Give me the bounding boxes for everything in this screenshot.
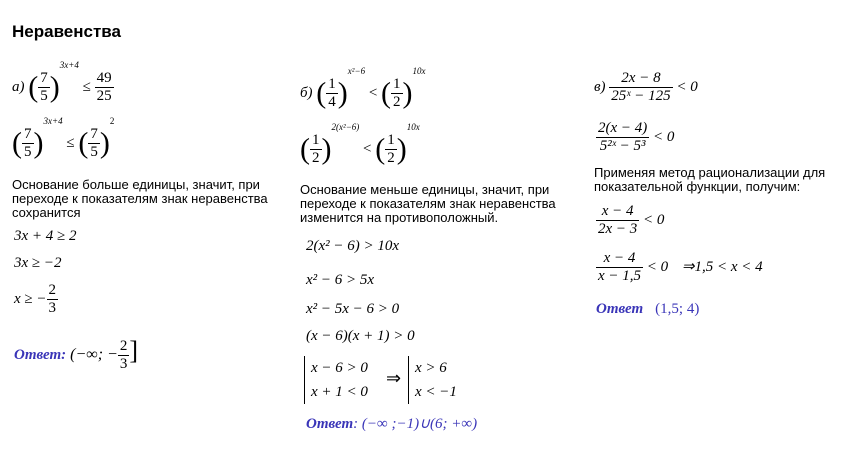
system-right: x > 6 x < −1 xyxy=(408,356,457,404)
problem-a-label: а) xyxy=(12,78,25,95)
problem-a-line3: x ≥ − $\frac{2}{3}$ xyxy=(14,282,57,316)
problem-b-line3: x² − 5x − 6 > 0 xyxy=(306,301,400,317)
answer-value: : (−∞ ;−1)∪(6; +∞) xyxy=(353,416,478,432)
problem-c-label: в) xyxy=(594,78,606,95)
problem-a-note: Основание больше единицы, значит, при переходе к показателям знак неравенства сохранится xyxy=(12,177,268,220)
answer-label: Ответ xyxy=(306,416,354,432)
answer-label: Ответ xyxy=(596,301,644,317)
problem-b-line4: (x − 6)(x + 1) > 0 xyxy=(306,328,415,344)
problem-c-step2: $\frac{x - 4}{2x - 3}$ < 0 xyxy=(598,203,665,237)
problem-b-step1: ( $\frac{1}{2}$ )$^{2(x^2-6)}$ < ( $\frac{1}{2}$ )$^{10x}$ xyxy=(300,122,420,166)
problem-c-note: Применяя метод рационализации для показательной функции, получим: xyxy=(594,165,826,194)
answer-value: (1,5; 4) xyxy=(655,301,700,317)
problem-c-step3: $\frac{x - 4}{x - 1,5}$ < 0 ⇒1,5 < x < 4 xyxy=(598,250,763,284)
problem-b-line1: 2(x² − 6) > 10x xyxy=(306,238,400,254)
problem-a-step1: ( $\frac{7}{5}$ )$^{3x+4}$ ≤ ( $\frac{7}{5}$ )$^2$ xyxy=(12,116,115,160)
problem-c-step1: $\frac{2(x - 4)}{\text{5²ˣ − 5³}}$ < 0 xyxy=(598,120,675,154)
problem-a-statement: а) ( $\frac{7}{5}$ )$^{3x+4}$ ≤ $\frac{49}{25}$ xyxy=(12,60,112,104)
exponent: 3x+4 xyxy=(59,60,79,70)
answer-label: Ответ xyxy=(14,347,62,363)
problem-a-line2: 3x ≥ −2 xyxy=(14,255,62,271)
problem-c-answer xyxy=(596,300,699,318)
page-title: Неравенства xyxy=(12,22,121,41)
problem-b-answer xyxy=(306,414,477,433)
problem-b-statement: б) ( $\frac{1}{4}$ )$^{x^2-6}$ < ( $\frac{1}{2}$ )$^{10x}$ xyxy=(300,66,426,110)
problem-b-line2: x² − 6 > 5x xyxy=(306,272,375,288)
problem-a-answer: Ответ: (−∞; − $\frac{2}{3}$ ] xyxy=(14,336,138,372)
system-left: x − 6 > 0 x + 1 < 0 xyxy=(304,356,368,404)
problem-b-label: б) xyxy=(300,84,313,101)
problem-b-note: Основание меньше единицы, значит, при переходе к показателям знак неравенства изменится на противоположный. xyxy=(300,182,556,225)
implies-arrow: ⇒ xyxy=(386,368,402,388)
problem-a-line1: 3x + 4 ≥ 2 xyxy=(14,228,77,244)
problem-c-statement: в) $\frac{2x - 8}{\text{25ˣ − 125}}$ < 0 xyxy=(594,70,698,104)
base-fraction: $\frac{7}{5}$ xyxy=(40,70,48,104)
